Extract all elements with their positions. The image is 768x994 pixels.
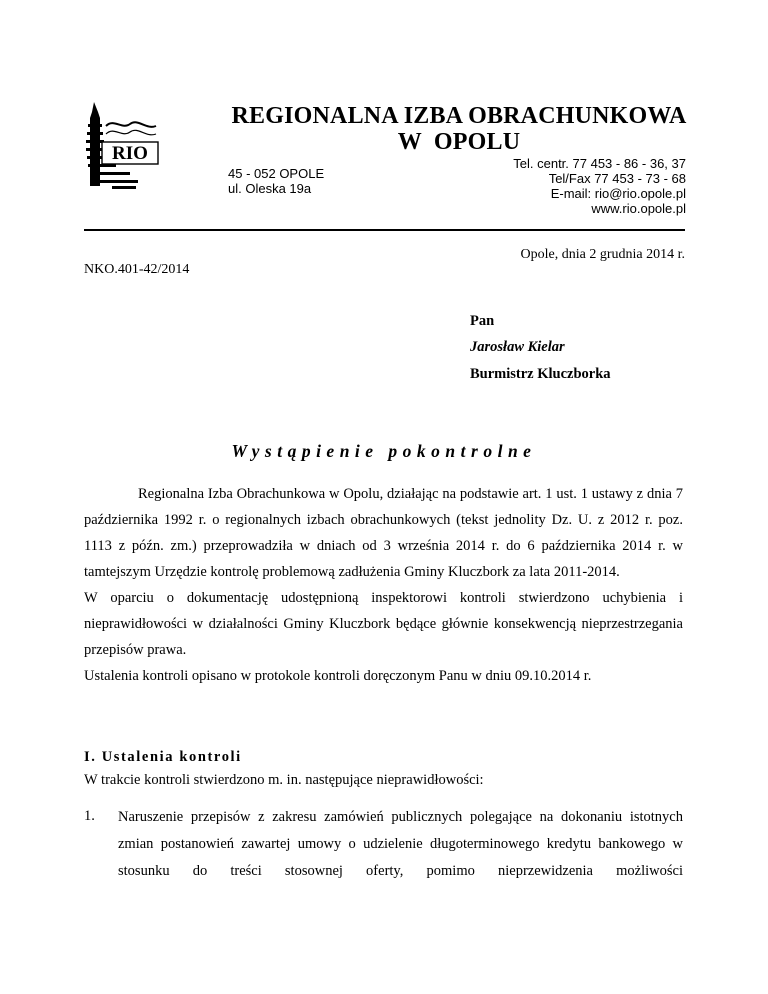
address-line1: 45 - 052 OPOLE — [228, 166, 325, 181]
paragraph-2: W oparciu o dokumentację udostępnioną inspektorowi kontroli stwierdzono uchybienia i nieprawidłowości w działalności Gminy Kluczbork będące głównie konsekwencją nieprzestrzegania przepisów prawa. — [84, 590, 683, 658]
recipient-name: Jarosław Kielar — [470, 339, 565, 355]
document-body — [84, 481, 683, 689]
list-item-text: Naruszenie przepisów z zakresu zamówień publicznych polegające na dokonaniu istotnych zmian postanowień zawartej umowy o udzielenie długoterminowego kredytu bankowego w stosunku do treści stosownej oferty, pomimo nieprzewidzenia możliwości — [118, 809, 683, 879]
reference-number: NKO.401-42/2014 — [84, 262, 190, 277]
org-name-line2: W OPOLU — [397, 129, 521, 155]
organization-name — [226, 103, 692, 155]
recipient-salutation: Pan — [470, 313, 495, 329]
paragraph-3: Ustalenia kontroli opisano w protokole kontroli doręczonym Panu w dniu 09.10.2014 r. — [84, 668, 592, 684]
contact-info — [513, 156, 686, 216]
fax: Tel/Fax 77 453 - 73 - 68 — [548, 171, 686, 186]
logo-wave — [106, 122, 156, 127]
recipient-title: Burmistrz Kluczborka — [470, 366, 611, 382]
section-intro: W trakcie kontroli stwierdzono m. in. następujące nieprawidłowości: — [84, 772, 484, 788]
org-name-line1: REGIONALNA IZBA OBRACHUNKOWA — [231, 103, 687, 129]
phone: Tel. centr. 77 453 - 86 - 36, 37 — [513, 156, 686, 171]
section-heading: I. Ustalenia kontroli — [84, 749, 242, 765]
postal-address — [228, 166, 324, 196]
place-date: Opole, dnia 2 grudnia 2014 r. — [520, 247, 685, 262]
paragraph-1: Regionalna Izba Obrachunkowa w Opolu, działając na podstawie art. 1 ust. 1 ustawy z dnia 7 października 1992 r. o regionalnych izbach obrachunkowych (tekst jednolity Dz. U. z 2012 r. poz. 1113 z późn. zm.) przeprowadziła w dniach od 3 września 2014 r. do 6 października 2014 r. w tamtejszym Urzędzie kontrolę problemową zadłużenia Gminy Kluczbork za lata 2011-2014. — [84, 486, 683, 580]
website[interactable]: www.rio.opole.pl — [591, 201, 686, 216]
list-item-number: 1. — [84, 808, 95, 824]
document-title: Wystąpienie pokontrolne — [231, 441, 537, 461]
logo-text: RIO — [112, 143, 148, 164]
email[interactable]: E-mail: rio@rio.opole.pl — [550, 186, 686, 201]
header-divider — [84, 229, 685, 231]
rio-logo — [84, 96, 164, 196]
address-line2: ul. Oleska 19a — [228, 181, 312, 196]
